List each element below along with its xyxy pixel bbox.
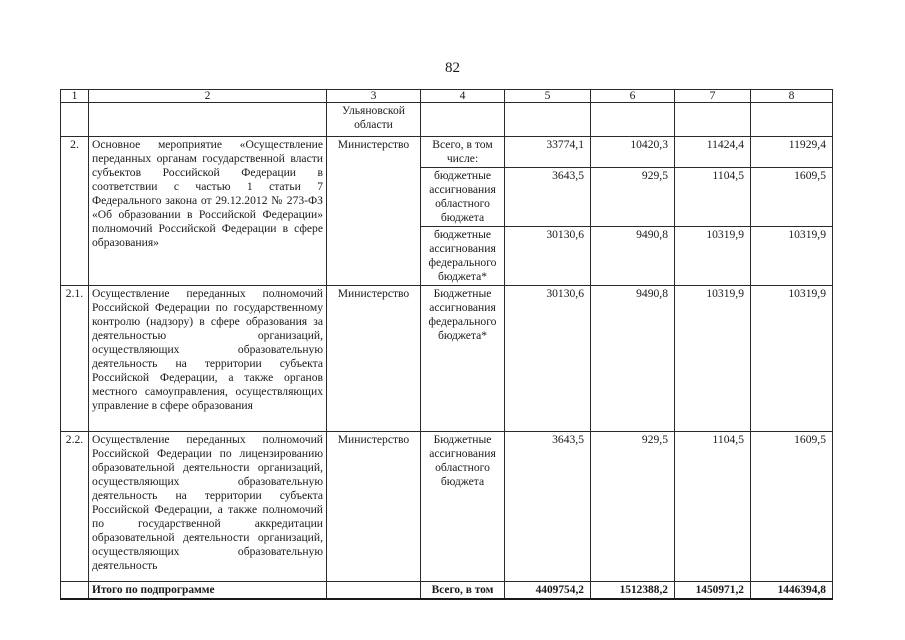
row-number: 2.2. [61, 432, 89, 582]
funding-source: бюджетные ассигнования областного бюджета [421, 168, 505, 227]
row-number: 2. [61, 137, 89, 286]
value-cell: 11424,4 [675, 137, 751, 168]
measure-name: Осуществление переданных полномочий Российской Федерации по государственному контролю (надзору) в сфере образования за деятельностью организаций, осуществляющих образовательную деятельность на территории субъекта Российской Федерации, а также органов местного самоуправления, осуществляющих управление в сфере образования [89, 286, 327, 432]
table-row [61, 286, 833, 432]
total-value: 1512388,2 [591, 582, 675, 600]
page-number: 82 [445, 60, 460, 76]
value-cell: 30130,6 [505, 227, 591, 286]
value-cell: 9490,8 [591, 227, 675, 286]
value-cell: 1609,5 [751, 168, 833, 227]
table-row [61, 432, 833, 582]
value-cell: 10319,9 [675, 286, 751, 432]
value-cell: 10420,3 [591, 137, 675, 168]
funding-source: Всего, в том числе: [421, 137, 505, 168]
value-cell: 1104,5 [675, 168, 751, 227]
funding-source: Бюджетные ассигнования федерального бюджета* [421, 286, 505, 432]
header-cell: 1 [61, 90, 89, 103]
program-table [60, 89, 833, 600]
value-cell: 929,5 [591, 168, 675, 227]
header-cell: 6 [591, 90, 675, 103]
table-row [61, 137, 833, 168]
value-cell: 11929,4 [751, 137, 833, 168]
value-cell: 10319,9 [751, 227, 833, 286]
total-value: 1446394,8 [751, 582, 833, 600]
funding-source: Бюджетные ассигнования областного бюджета [421, 432, 505, 582]
row-number: 2.1. [61, 286, 89, 432]
value-cell: 929,5 [591, 432, 675, 582]
value-cell: 1104,5 [675, 432, 751, 582]
header-cell: 7 [675, 90, 751, 103]
header-cell: 8 [751, 90, 833, 103]
executor-cell: Министерство [327, 432, 421, 582]
funding-source: Всего, в том [421, 582, 505, 600]
header-row [61, 90, 833, 103]
value-cell: 3643,5 [505, 432, 591, 582]
funding-source: бюджетные ассигнования федерального бюджета* [421, 227, 505, 286]
executor-cell: Министерство [327, 137, 421, 286]
value-cell: 10319,9 [675, 227, 751, 286]
value-cell: 33774,1 [505, 137, 591, 168]
header-cell: 3 [327, 90, 421, 103]
value-cell: 30130,6 [505, 286, 591, 432]
header-cell: 2 [89, 90, 327, 103]
value-cell: 10319,9 [751, 286, 833, 432]
value-cell: 3643,5 [505, 168, 591, 227]
header-cell: 4 [421, 90, 505, 103]
executor-cell: Министерство [327, 286, 421, 432]
value-cell: 9490,8 [591, 286, 675, 432]
executor-cell: Ульяновской области [327, 103, 421, 137]
continuation-row [61, 103, 833, 137]
measure-name: Осуществление переданных полномочий Российской Федерации по лицензированию образовательной деятельности организаций, осуществляющих образовательную деятельность на территории субъекта Российской Федерации, а также полномочий по государственной аккредитации образовательной деятельности организаций, осуществляющих образовательную деятельность [89, 432, 327, 582]
total-row [61, 582, 833, 600]
value-cell: 1609,5 [751, 432, 833, 582]
total-value: 4409754,2 [505, 582, 591, 600]
measure-name: Основное мероприятие «Осуществление переданных органам государственной власти субъектов Российской Федерации в соответствии с частью 1 статьи 7 Федерального закона от 29.12.2012 № 273-ФЗ «Об образовании в Российской Федерации» полномочий Российской Федерации в сфере образования» [89, 137, 327, 286]
total-value: 1450971,2 [675, 582, 751, 600]
header-cell: 5 [505, 90, 591, 103]
total-label: Итого по подпрограмме [89, 582, 327, 600]
